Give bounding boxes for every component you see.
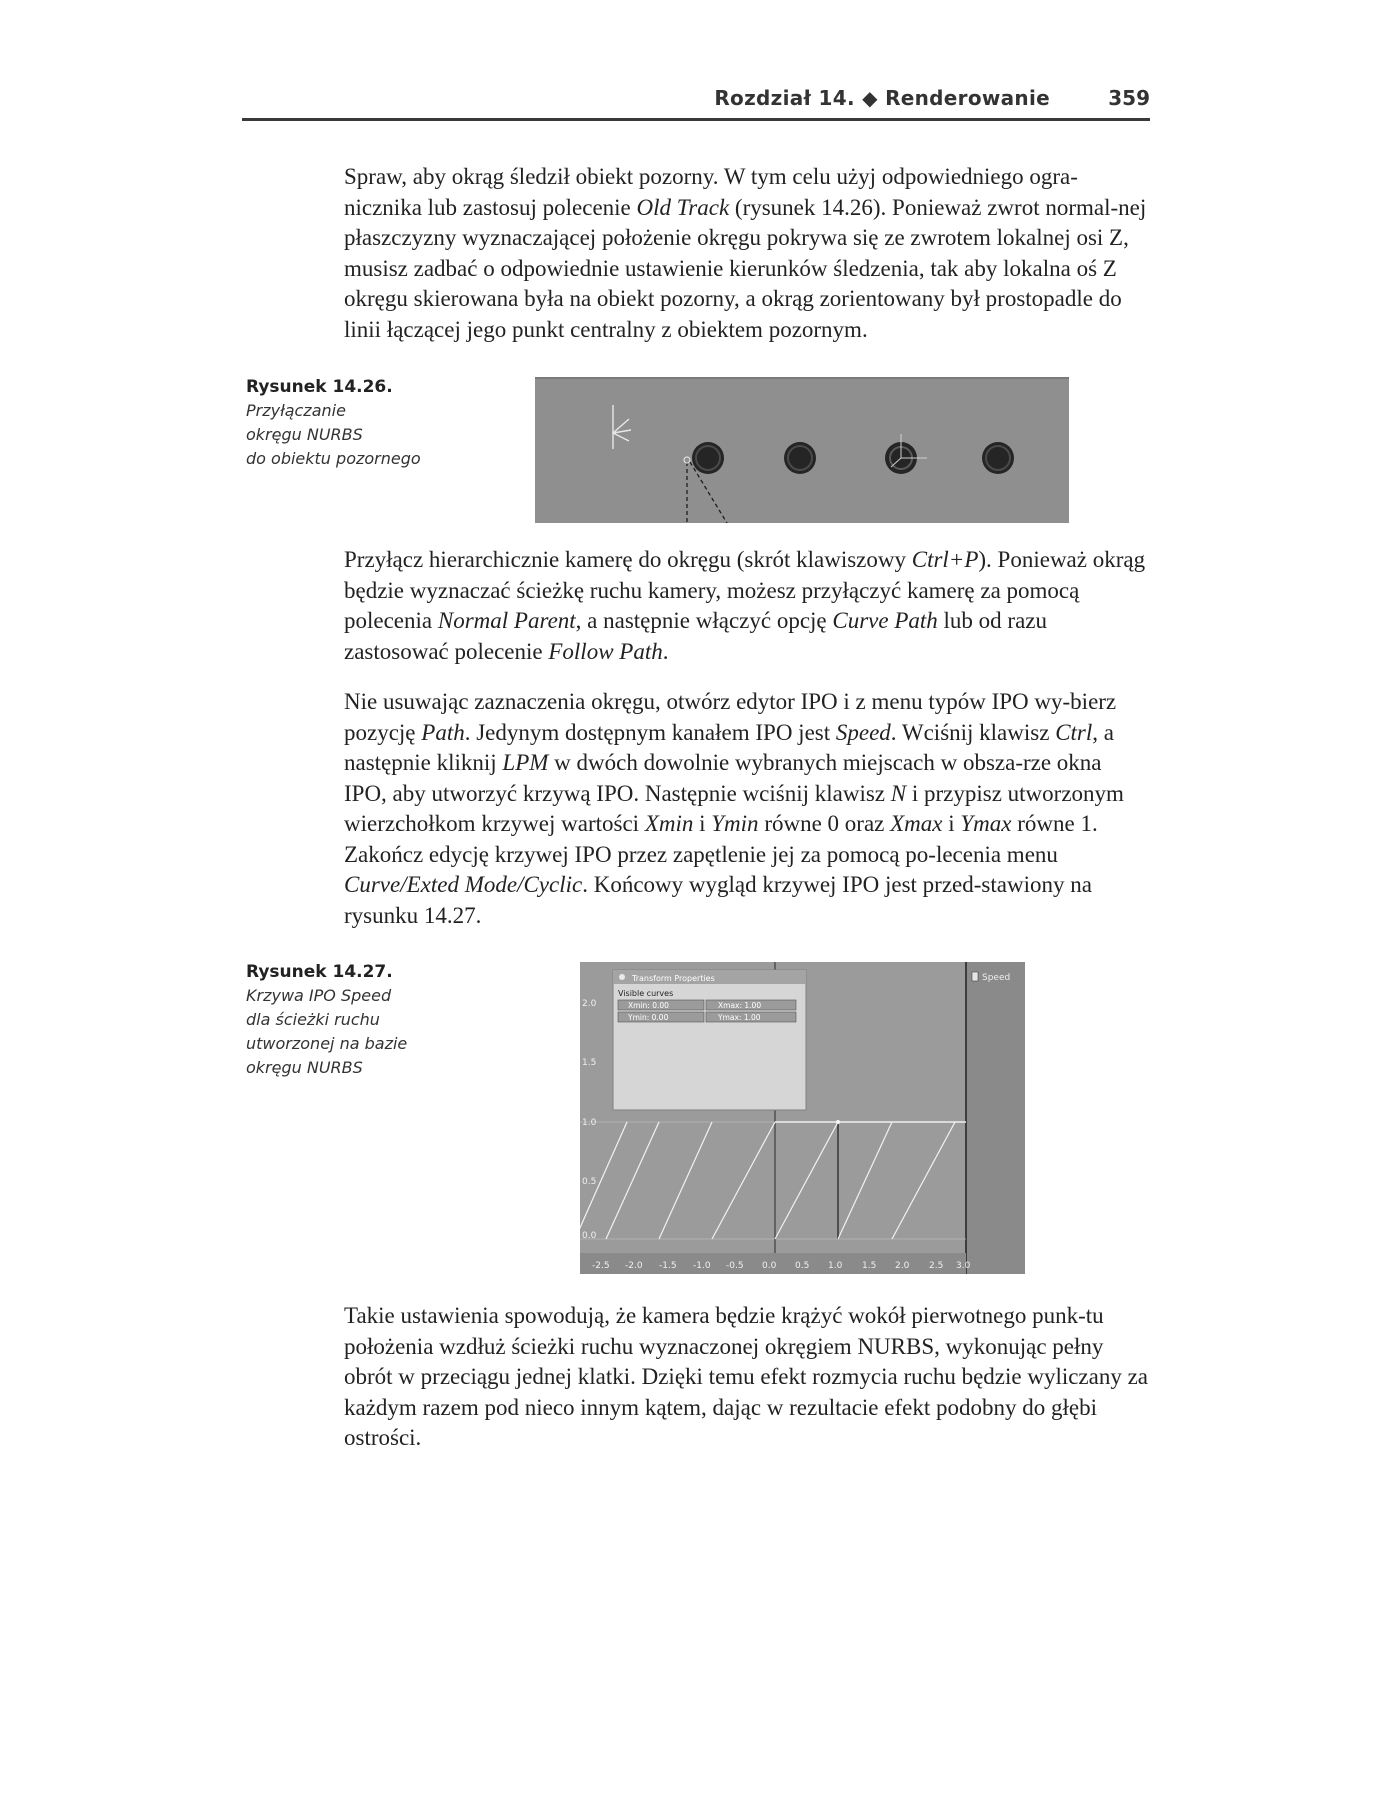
svg-text:Xmax: 1.00: Xmax: 1.00 (718, 1001, 762, 1010)
paragraph-3 (344, 687, 1150, 931)
x-tick-label: -1.5 (659, 1261, 677, 1271)
x-tick-label: -2.5 (592, 1261, 610, 1271)
caption-line: Przyłączanie (246, 401, 346, 420)
text-run: Przyłącz hierarchicznie kamerę do okręgu (skrót klawiszowy (344, 547, 912, 572)
xmin-field[interactable] (618, 1000, 704, 1010)
paragraph-1 (344, 162, 1150, 345)
curve-vertex (836, 1120, 840, 1124)
italic-term: Speed (835, 719, 891, 745)
text-run: . (662, 638, 669, 664)
running-header (242, 84, 1150, 121)
paragraph-2 (344, 545, 1150, 667)
italic-term: Curve/Exted Mode/Cyclic (344, 872, 583, 897)
nurbs-circle-1-icon (692, 442, 724, 474)
text-run: Nie usuwając zaznaczenia okręgu, otwórz edytor IPO i z menu typów IPO wy-bierz pozycję (344, 689, 1117, 745)
x-tick-label: 1.0 (828, 1261, 843, 1271)
figure-number: Rysunek 14.27. (246, 962, 393, 982)
text-run: równe 0 oraz (758, 811, 891, 836)
text-run: , a następnie kliknij (344, 719, 1114, 775)
x-tick-label: 0.5 (795, 1261, 810, 1271)
xmax-field[interactable] (706, 1000, 796, 1010)
italic-term: Ymax (960, 811, 1012, 836)
italic-term: Xmin (644, 811, 694, 836)
svg-text:Ymax: 1.00: Ymax: 1.00 (718, 1013, 761, 1022)
svg-text:Xmin: 0.00: Xmin: 0.00 (628, 1001, 669, 1010)
x-tick-label: 2.0 (895, 1261, 910, 1271)
italic-term: LPM (502, 750, 549, 775)
caption-line: okręgu NURBS (246, 425, 363, 444)
italic-term: N (890, 780, 907, 806)
italic-term: Old Track (636, 194, 730, 220)
y-tick-label: 1.5 (582, 1058, 597, 1068)
panel-close-icon[interactable] (619, 974, 625, 980)
text-run: . Wciśnij klawisz (890, 719, 1056, 745)
x-tick-label: 0.0 (762, 1261, 777, 1271)
text-run: , a następnie włączyć opcję (575, 608, 833, 633)
y-tick-label: 0.5 (582, 1177, 597, 1187)
panel-subtitle: Visible curves (618, 989, 674, 998)
x-tick-label: 2.5 (929, 1261, 944, 1271)
paragraph-4 (344, 1301, 1150, 1454)
figure-14-26-viewport (535, 377, 1069, 523)
figure-number: Rysunek 14.26. (246, 377, 393, 397)
text-run: i (942, 811, 961, 836)
figure-14-27-caption (246, 962, 446, 1080)
caption-line: dla ścieżki ruchu (246, 1010, 380, 1029)
x-tick-label: -2.0 (625, 1261, 643, 1271)
caption-line: Krzywa IPO Speed (246, 986, 392, 1005)
panel-title: Transform Properties (632, 974, 715, 983)
ipo-channel-sidebar (966, 962, 1025, 1274)
ymin-field[interactable] (618, 1012, 704, 1022)
x-tick-label: -0.5 (726, 1261, 744, 1271)
nurbs-circle-4-icon (982, 442, 1014, 474)
y-tick-label: 0.0 (582, 1231, 597, 1241)
text-run: i przypisz utworzonym wierzchołkom krzywej wartości (344, 780, 1124, 836)
italic-term: Ctrl (1055, 719, 1093, 745)
svg-text:Ymin: 0.00: Ymin: 0.00 (628, 1013, 669, 1022)
y-tick-label: 1.0 (582, 1118, 597, 1128)
channel-name: Speed (982, 973, 1011, 983)
italic-term: Ctrl+P (911, 547, 979, 572)
text-run: (rysunek 14.26). Ponieważ zwrot normal-nej płaszczyzny wyznaczającej położenie okręgu pokrywa się ze zwrotem lokalnej osi Z, musisz zadbać o odpowiednie ustawienie kierunków śledzenia, tak aby lokalna oś Z okręgu skierowana była na obiekt pozorny, a okrąg zorientowany był prostopadle do linii łączącej jego punkt centralny z obiektem pozornym. (344, 194, 1147, 342)
x-tick-label: 3.0 (956, 1261, 971, 1271)
x-tick-label: -1.0 (693, 1261, 711, 1271)
caption-line: utworzonej na bazie (246, 1034, 408, 1053)
x-tick-label: 1.5 (862, 1261, 877, 1271)
text-run: Takie ustawienia spowodują, że kamera będzie krążyć wokół pierwotnego punk-tu położenia wzdłuż ścieżki ruchu wyznaczonej okręgiem NURBS, wykonując pełny obrót w przeciągu jednej klatki. Dzięki temu efekt rozmycia ruchu będzie wyliczany za każdym razem pod nieco innym kątem, dając w rezultacie efekt podobny do głębi ostrości. (344, 1303, 1149, 1450)
chapter-title: Rozdział 14. ◆ Renderowanie (714, 86, 1050, 110)
text-run: ). Ponieważ okrąg będzie wyznaczać ścieżkę ruchu kamery, możesz przyłączyć kamerę za pomocą polecenia (344, 547, 1146, 633)
page-number: 359 (1108, 86, 1150, 110)
text-run: . Jedynym dostępnym kanałem IPO jest (464, 719, 836, 745)
text-run: równe 1. Zakończ edycję krzywej IPO przez zapętlenie jej za pomocą po-lecenia menu (344, 811, 1098, 867)
caption-line: do obiektu pozornego (246, 449, 421, 468)
italic-term: Normal Parent (437, 608, 576, 633)
figure-14-27-ipo-editor (580, 962, 1025, 1274)
y-tick-label: 2.0 (582, 999, 597, 1009)
italic-term: Xmax (890, 811, 943, 836)
text-run: . Końcowy wygląd krzywej IPO jest przed-stawiony na rysunku 14.27. (344, 872, 1092, 928)
italic-term: Ymin (711, 811, 759, 836)
text-run: w dwóch dowolnie wybranych miejscach w obsza-rze okna IPO, aby utworzyć krzywą IPO. Następnie wciśnij klawisz (344, 750, 1102, 806)
italic-term: Path (421, 719, 465, 745)
nurbs-circle-2-icon (784, 442, 816, 474)
text-run: i (693, 811, 712, 836)
caption-line: okręgu NURBS (246, 1058, 363, 1077)
text-run: lub od razu zastosować polecenie (344, 608, 1048, 664)
figure-14-26-caption (246, 377, 446, 471)
italic-term: Follow Path (548, 638, 663, 664)
ymax-field[interactable] (706, 1012, 796, 1022)
channel-checkbox (972, 972, 978, 981)
transform-properties-panel (613, 970, 806, 1110)
italic-term: Curve Path (832, 608, 938, 633)
text-run: Spraw, aby okrąg śledził obiekt pozorny. W tym celu użyj odpowiedniego ogra-nicznika lub zastosuj polecenie (344, 164, 1078, 220)
